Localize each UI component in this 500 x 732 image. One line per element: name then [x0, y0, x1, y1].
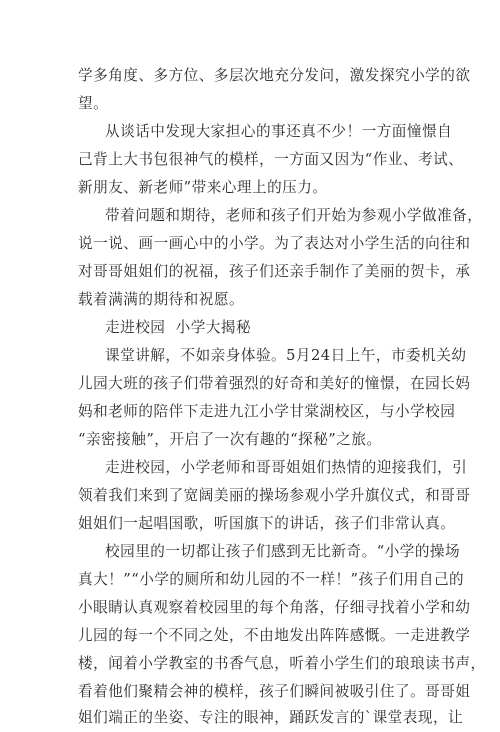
- text-line: 学多角度、多方位、多层次地充分发问，激发探究小学的欲: [78, 67, 471, 84]
- text-line: 从谈话中发现大家担心的事还真不少！一方面憧憬自: [105, 123, 453, 140]
- text-line: 说一说、画一画心中的小学。为了表达对小学生活的向往和: [78, 235, 471, 252]
- text-line: 儿园的每一个不同之处，不由地发出阵阵感慨。一走进教学: [78, 627, 471, 644]
- text-line: 小眼睛认真观察着校园里的每个角落，仔细寻找着小学和幼: [78, 599, 471, 616]
- text-line: 新朋友、新老师”带来心理上的压力。: [78, 179, 328, 196]
- text-line: 望。: [78, 95, 109, 112]
- text-line: 真大！”“小学的厕所和幼儿园的不一样！”孩子们用自己的: [78, 571, 465, 588]
- text-line: 楼，闻着小学教室的书香气息，听着小学生们的琅琅读书声，: [78, 655, 486, 672]
- text-line: 课堂讲解，不如亲身体验。5月24日上午，市委机关幼: [105, 347, 467, 364]
- text-line: 领着我们来到了宽阔美丽的操场参观小学升旗仪式，和哥哥: [78, 487, 471, 504]
- text-line: 儿园大班的孩子们带着强烈的好奇和美好的憧憬，在园长妈: [78, 375, 471, 392]
- text-line: “亲密接触”，开启了一次有趣的“探秘”之旅。: [78, 431, 382, 448]
- text-line: 己背上大书包很神气的模样，一方面又因为“作业、考试、: [78, 151, 464, 168]
- text-line: 妈和老师的陪伴下走进九江小学甘棠湖校区，与小学校园: [78, 403, 456, 420]
- text-line: 载着满满的期待和祝愿。: [78, 291, 245, 308]
- text-line: 对哥哥姐姐们的祝福，孩子们还亲手制作了美丽的贺卡，承: [78, 263, 471, 280]
- text-line: 校园里的一切都让孩子们感到无比新奇。“小学的操场: [105, 543, 461, 560]
- section-heading: 走进校园 小学大揭秘: [105, 319, 252, 336]
- text-line: 带着问题和期待，老师和孩子们开始为参观小学做准备，: [105, 207, 483, 224]
- text-line: 姐姐们一起唱国歌，听国旗下的讲话，孩子们非常认真。: [78, 515, 456, 532]
- text-line: 姐们端正的坐姿、专注的眼神，踊跃发言的`课堂表现，让: [78, 709, 464, 726]
- text-line: 走进校园，小学老师和哥哥姐姐们热情的迎接我们，引: [105, 459, 468, 476]
- text-line: 看着他们聚精会神的模样，孩子们瞬间被吸引住了。哥哥姐: [78, 683, 471, 700]
